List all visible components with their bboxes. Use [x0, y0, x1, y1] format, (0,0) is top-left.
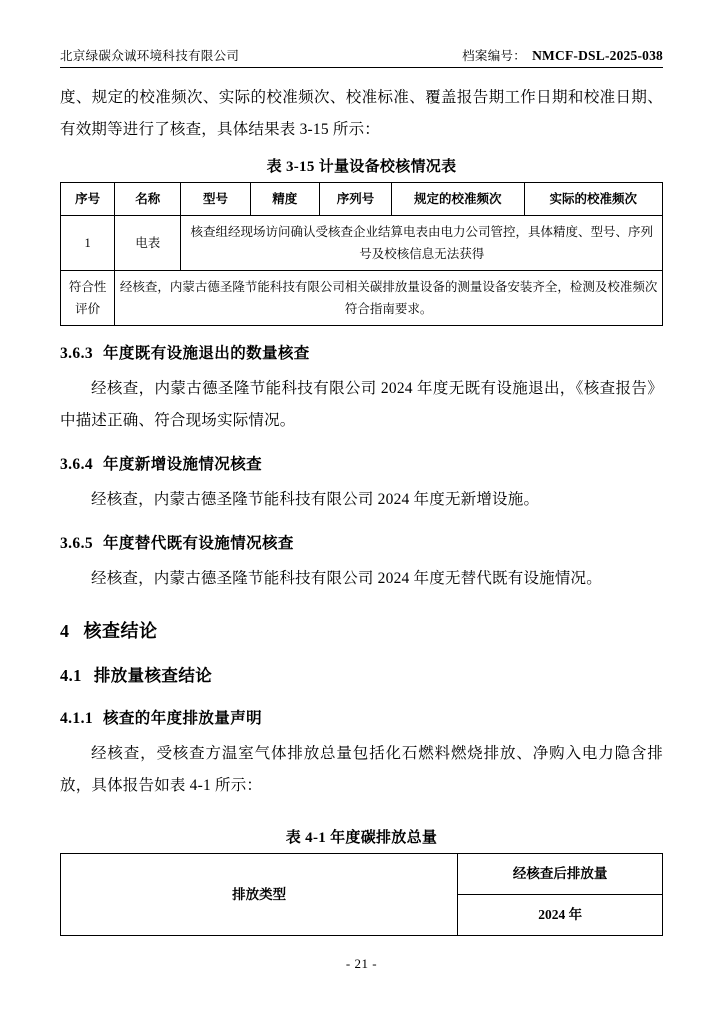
- archive-label: 档案编号：: [462, 49, 527, 63]
- table-row: [61, 216, 663, 271]
- th-actual-frequency: 实际的校准频次: [524, 183, 663, 216]
- heading-3-6-4-title: 年度新增设施情况核查: [103, 456, 263, 473]
- paragraph-4-1-1: 经核查，受核查方温室气体排放总量包括化石燃料燃烧排放、净购入电力隐含排放，具体报告如表 4-1 所示：: [60, 745, 663, 794]
- heading-3-6-5-number: 3.6.5: [60, 535, 93, 552]
- cell-compliance-label: 符合性评价: [61, 271, 115, 326]
- th-model: 型号: [181, 183, 250, 216]
- heading-chapter-4-number: 4: [60, 621, 70, 641]
- cell-merged-note: 核查组经现场访问确认受核查企业结算电表由电力公司管控，具体精度、型号、序列号及校核信息无法获得: [181, 216, 663, 271]
- heading-4-1-1-title: 核查的年度排放量声明: [103, 710, 263, 727]
- heading-4-1-title: 排放量核查结论: [93, 666, 213, 685]
- paragraph-3-6-3: 经核查，内蒙古德圣隆节能科技有限公司 2024 年度无既有设施退出，《核查报告》中描述正确、符合现场实际情况。: [60, 380, 663, 429]
- heading-3-6-5-title: 年度替代既有设施情况核查: [103, 535, 294, 552]
- heading-chapter-4: [60, 615, 663, 647]
- th-specified-frequency: 规定的校准频次: [392, 183, 524, 216]
- heading-3-6-3-number: 3.6.3: [60, 345, 93, 362]
- cell-verified-emission-header: 经核查后排放量: [458, 854, 663, 895]
- heading-3-6-3-title: 年度既有设施退出的数量核查: [103, 345, 310, 362]
- paragraph-3-6-5: 经核查，内蒙古德圣隆节能科技有限公司 2024 年度无替代既有设施情况。: [91, 570, 602, 587]
- table-row: [61, 854, 663, 895]
- cell-compliance-text: 经核查，内蒙古德圣隆节能科技有限公司相关碳排放量设备的测量设备安装齐全，检测及校准频次符合指南要求。: [115, 271, 663, 326]
- continued-paragraph: 度、规定的校准频次、实际的校准频次、校准标准、覆盖报告期工作日期和校准日期、有效期等进行了核查，具体结果表 3-15 所示：: [60, 89, 663, 138]
- heading-4-1-1: [60, 704, 663, 734]
- page-header: [60, 0, 663, 68]
- th-no: 序号: [61, 183, 115, 216]
- page-number: - 21 -: [345, 956, 378, 971]
- heading-3-6-4: [60, 450, 663, 480]
- header-company-name: 北京绿碳众诚环境科技有限公司: [60, 49, 240, 63]
- cell-emission-type: 排放类型: [61, 854, 458, 936]
- heading-3-6-3: [60, 339, 663, 369]
- heading-chapter-4-title: 核查结论: [83, 621, 158, 641]
- table-3-15-caption: 表 3-15 计量设备校核情况表: [266, 159, 457, 175]
- table-footer-row: [61, 271, 663, 326]
- th-serial: 序列号: [319, 183, 391, 216]
- cell-name: 电表: [115, 216, 181, 271]
- archive-code: NMCF-DSL-2025-038: [532, 48, 663, 63]
- th-accuracy: 精度: [250, 183, 319, 216]
- cell-no: 1: [61, 216, 115, 271]
- table-header-row: [61, 183, 663, 216]
- heading-3-6-4-number: 3.6.4: [60, 456, 93, 473]
- heading-4-1-1-number: 4.1.1: [60, 710, 93, 727]
- table-3-15: [60, 182, 663, 326]
- cell-year-2024: 2024 年: [458, 895, 663, 936]
- heading-4-1: [60, 661, 663, 691]
- page-footer: [0, 956, 723, 972]
- th-name: 名称: [115, 183, 181, 216]
- paragraph-3-6-4: 经核查，内蒙古德圣隆节能科技有限公司 2024 年度无新增设施。: [91, 491, 540, 508]
- header-archive: [462, 46, 663, 64]
- heading-4-1-number: 4.1: [60, 666, 82, 685]
- table-4-1: [60, 853, 663, 936]
- heading-3-6-5: [60, 529, 663, 559]
- table-4-1-caption: 表 4-1 年度碳排放总量: [285, 830, 438, 846]
